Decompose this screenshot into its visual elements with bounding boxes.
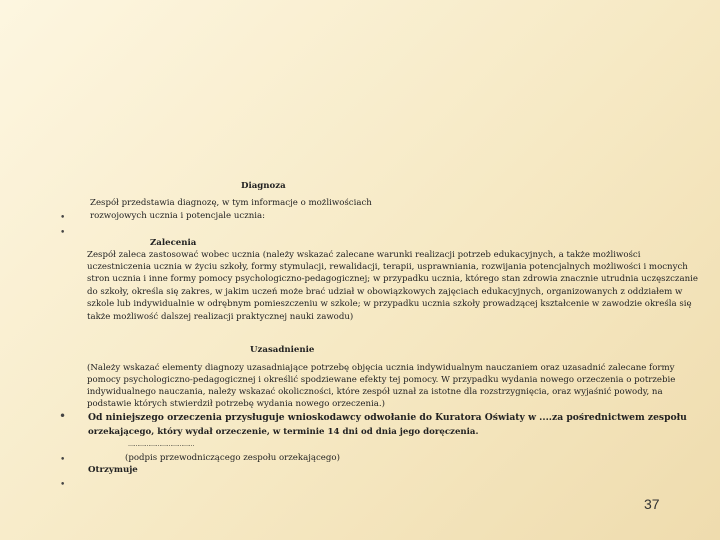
recommendations-line: Zespół zaleca zastosować wobec ucznia (należy wskazać zalecane warunki realizacji potrzeb edukacyjnych, a także możliwości [87, 250, 641, 260]
justification-line: podstawie których stwierdził potrzebę wydania nowego orzeczenia.) [87, 399, 385, 409]
appeal-line: orzekającego, który wydał orzeczenie, w terminie 14 dni od dnia jego doręczenia. [88, 427, 479, 437]
recommendations-line: uczestniczenia ucznia w życiu szkoły, formy stymulacji, rewalidacji, terapii, usprawniania, rozwijania potencjalnych możliwości i mocnych [87, 262, 688, 272]
justification-line: indywidualnego nauczania, należy wskazać okoliczności, które zespół uznał za istotne dla rozstrzygnięcia, oraz wyjaśnić powody, na [87, 387, 663, 397]
recommendations-title: Zalecenia [150, 238, 197, 248]
recommendations-line: szkole lub indywidualnie w odrębnym pomieszczeniu w szkole; w przypadku ucznia szkoły prowadzącej kształcenie w zawodzie określa się [87, 299, 692, 309]
bullet-icon: • [60, 228, 66, 238]
recommendations-line: także możliwość dalszej realizacji praktycznej nauki zawodu) [87, 312, 354, 322]
bullet-icon: • [60, 455, 66, 465]
bullet-icon: • [59, 409, 67, 423]
signature-label: (podpis przewodniczącego zespołu orzekającego) [125, 453, 340, 463]
recommendations-line: do szkoły, określa się zakres, w jakim uczeń może brać udział w obowiązkowych zajęciach edukacyjnych, organizowanych z oddziałem w [87, 287, 683, 297]
justification-line: (Należy wskazać elementy diagnozy uzasadniające potrzebę objęcia ucznia indywidualnym nauczaniem oraz uzasadnić zalecane formy [87, 363, 675, 373]
diagnosis-line: Zespół przedstawia diagnozę, w tym informacje o możliwościach [90, 198, 372, 208]
justification-title: Uzasadnienie [250, 345, 315, 355]
signature-dots: ……………………………… [128, 441, 194, 448]
recommendations-line: stron ucznia i inne formy pomocy psychologiczno-pedagogicznej; w przypadku ucznia, którego stan zdrowia znacznie utrudnia uczęszczanie [87, 274, 698, 284]
page-number: 37 [644, 496, 660, 512]
page-title: Diagnoza [241, 181, 286, 191]
justification-line: pomocy psychologiczno-pedagogicznej i określić spodziewane efekty tej pomocy. W przypadku wydania nowego orzeczenia o potrzebie [87, 375, 676, 385]
bullet-icon: • [60, 480, 66, 490]
appeal-line: Od niniejszego orzeczenia przysługuje wnioskodawcy odwołanie do Kuratora Oświaty w ....za pośrednictwem zespołu [88, 412, 687, 423]
diagnosis-line: rozwojowych ucznia i potencjale ucznia: [90, 211, 266, 221]
recipients-label: Otrzymuje [88, 465, 138, 475]
bullet-icon: • [60, 213, 66, 223]
